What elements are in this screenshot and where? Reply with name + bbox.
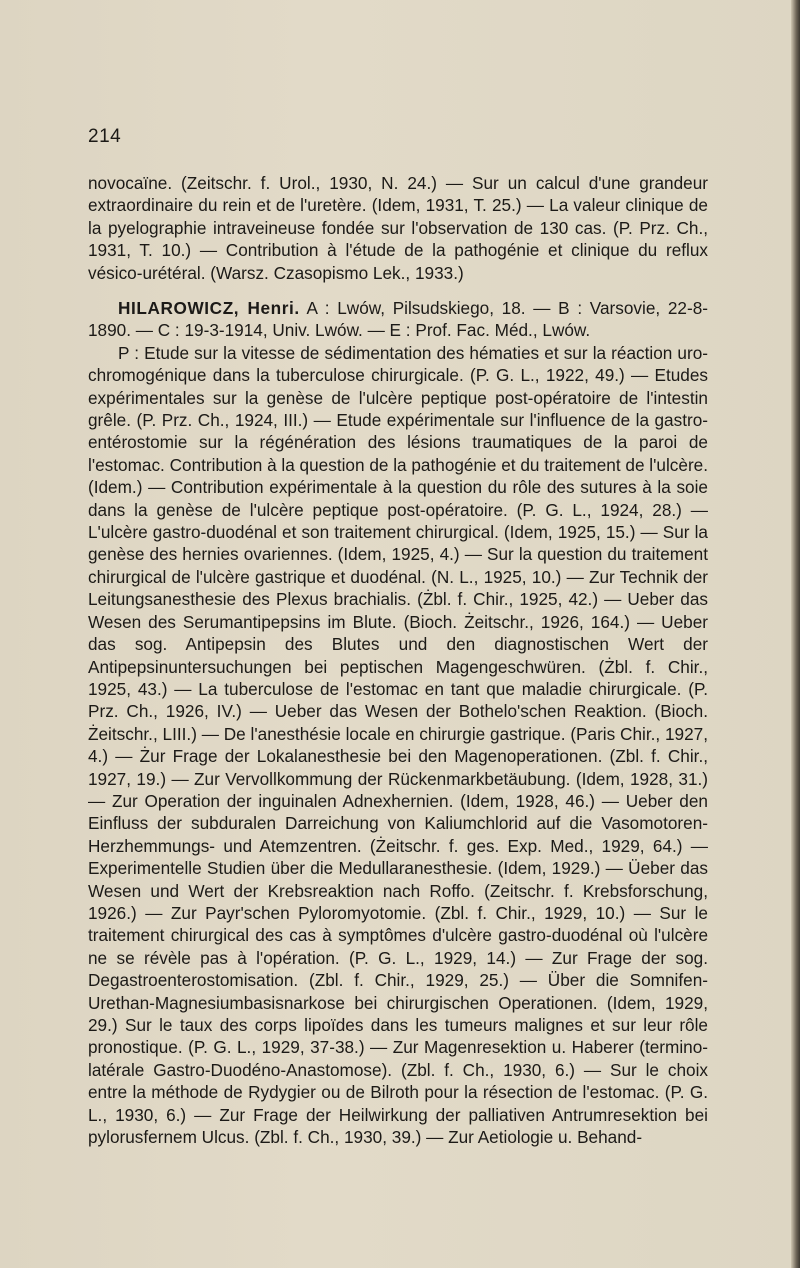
continued-entry — [88, 172, 708, 284]
paragraph-continuation: novocaïne. (Zeitschr. f. Urol., 1930, N. 24.) — Sur un calcul d'une grandeur extraordinaire du rein et de l'uretère. (Idem, 1931, T. 25.) — La valeur clinique de la pyelographie intraveineuse fondée sur l'observation de 130 cas. (P. Prz. Ch., 1931, T. 10.) — Contribution à l'étude de la pathogénie et clinique du reflux vésico-urétéral. (Warsz. Czasopismo Lek., 1933.) — [88, 173, 708, 283]
bibliographic-entry — [88, 297, 708, 1148]
author-name: HILAROWICZ, Henri. — [118, 298, 300, 318]
entry-header — [88, 297, 708, 342]
author-bio: A : Lwów, Pilsudskiego, 18. — B : Varsovie, 22-8-1890. — C : 19-3-1914, Univ. Lwów. — E : Prof. Fac. Méd., Lwów. — [88, 298, 708, 341]
page-number: 214 — [88, 126, 122, 147]
page-edge-shadow — [791, 0, 800, 1268]
publications-paragraph: P : Etude sur la vitesse de sédimentation des hématies et sur la réaction uro-chromogénique dans la tuberculose chirurgicale. (P. G. L., 1922, 49.) — Etudes expérimentales sur la genèse de l'ulcère peptique post-opératoire de l'intestin grêle. (P. Prz. Ch., 1924, III.) — Etude expérimentale sur l'influence de la gastro-entérostomie sur la régénération des lésions traumatiques de la paroi de l'estomac. Contribution à la question de la pathogénie et du traitement de l'ulcère. (Idem.) — Contribution expérimentale à la question du rôle des sutures à la soie dans la genèse de l'ulcère peptique post-opératoire. (P. G. L., 1924, 28.) — L'ulcère gastro-duodénal et son traitement chirurgical. (Idem, 1925, 15.) — Sur la genèse des hernies ovariennes. (Idem, 1925, 4.) — Sur la question du traitement chirurgical de l'ulcère gastrique et duodénal. (N. L., 1925, 10.) — Zur Technik der Leitungsanesthesie des Plexus brachialis. (Żbl. f. Chir., 1925, 42.) — Ueber das Wesen des Serumantipepsins im Blute. (Bioch. Żeitschr., 1926, 164.) — Ueber das sog. Antipepsin des Blutes und den diagnostischen Wert der Antipepsinuntersuchungen bei peptischen Magengeschwüren. (Żbl. f. Chir., 1925, 43.) — La tuberculose de l'estomac en tant que maladie chirurgicale. (P. Prz. Ch., 1926, IV.) — Ueber das Wesen der Bothelo'schen Reaktion. (Bioch. Żeitschr., LIII.) — De l'anesthésie locale en chirurgie gastrique. (Paris Chir., 1927, 4.) — Żur Frage der Lokalanesthesie bei den Magenoperationen. (Zbl. f. Chir., 1927, 19.) — Zur Vervollkommung der Rückenmarkbetäubung. (Idem, 1928, 31.) — Zur Operation der inguinalen Adnexhernien. (Idem, 1928, 46.) — Ueber den Einfluss der subduralen Darreichung von Kaliumchlorid auf die Vasomotoren-Herzhemmungs- und Atemzentren. (Żeitschr. f. ges. Exp. Med., 1929, 64.) — Experimentelle Studien über die Medullaranesthesie. (Idem, 1929.) — Üeber das Wesen und Wert der Krebsreaktion nach Roffo. (Zeitschr. f. Krebsforschung, 1926.) — Zur Payr'schen Pyloromyotomie. (Zbl. f. Chir., 1929, 10.) — Sur le traitement chirurgical des cas à symptômes d'ulcère gastro-duodénal où l'ulcère ne se révèle pas à l'opération. (P. G. L., 1929, 14.) — Zur Frage der sog. Degastroenterostomisation. (Zbl. f. Chir., 1929, 25.) — Über die Somnifen-Urethan-Magnesiumbasisnarkose bei chirurgischen Operationen. (Idem, 1929, 29.) Sur le taux des corps lipoïdes dans les tumeurs malignes et sur leur rôle pronostique. (P. G. L., 1929, 37-38.) — Zur Magenresektion u. Haberer (termino-latérale Gastro-Duodéno-Anastomose). (Zbl. f. Ch., 1930, 6.) — Sur le choix entre la méthode de Rydygier ou de Bilroth pour la résection de l'estomac. (P. G. L., 1930, 6.) — Zur Frage der Heilwirkung der palliativen Antrumresektion bei pylorusfernem Ulcus. (Zbl. f. Ch., 1930, 39.) — Zur Aetiologie u. Behand- — [88, 342, 708, 1148]
